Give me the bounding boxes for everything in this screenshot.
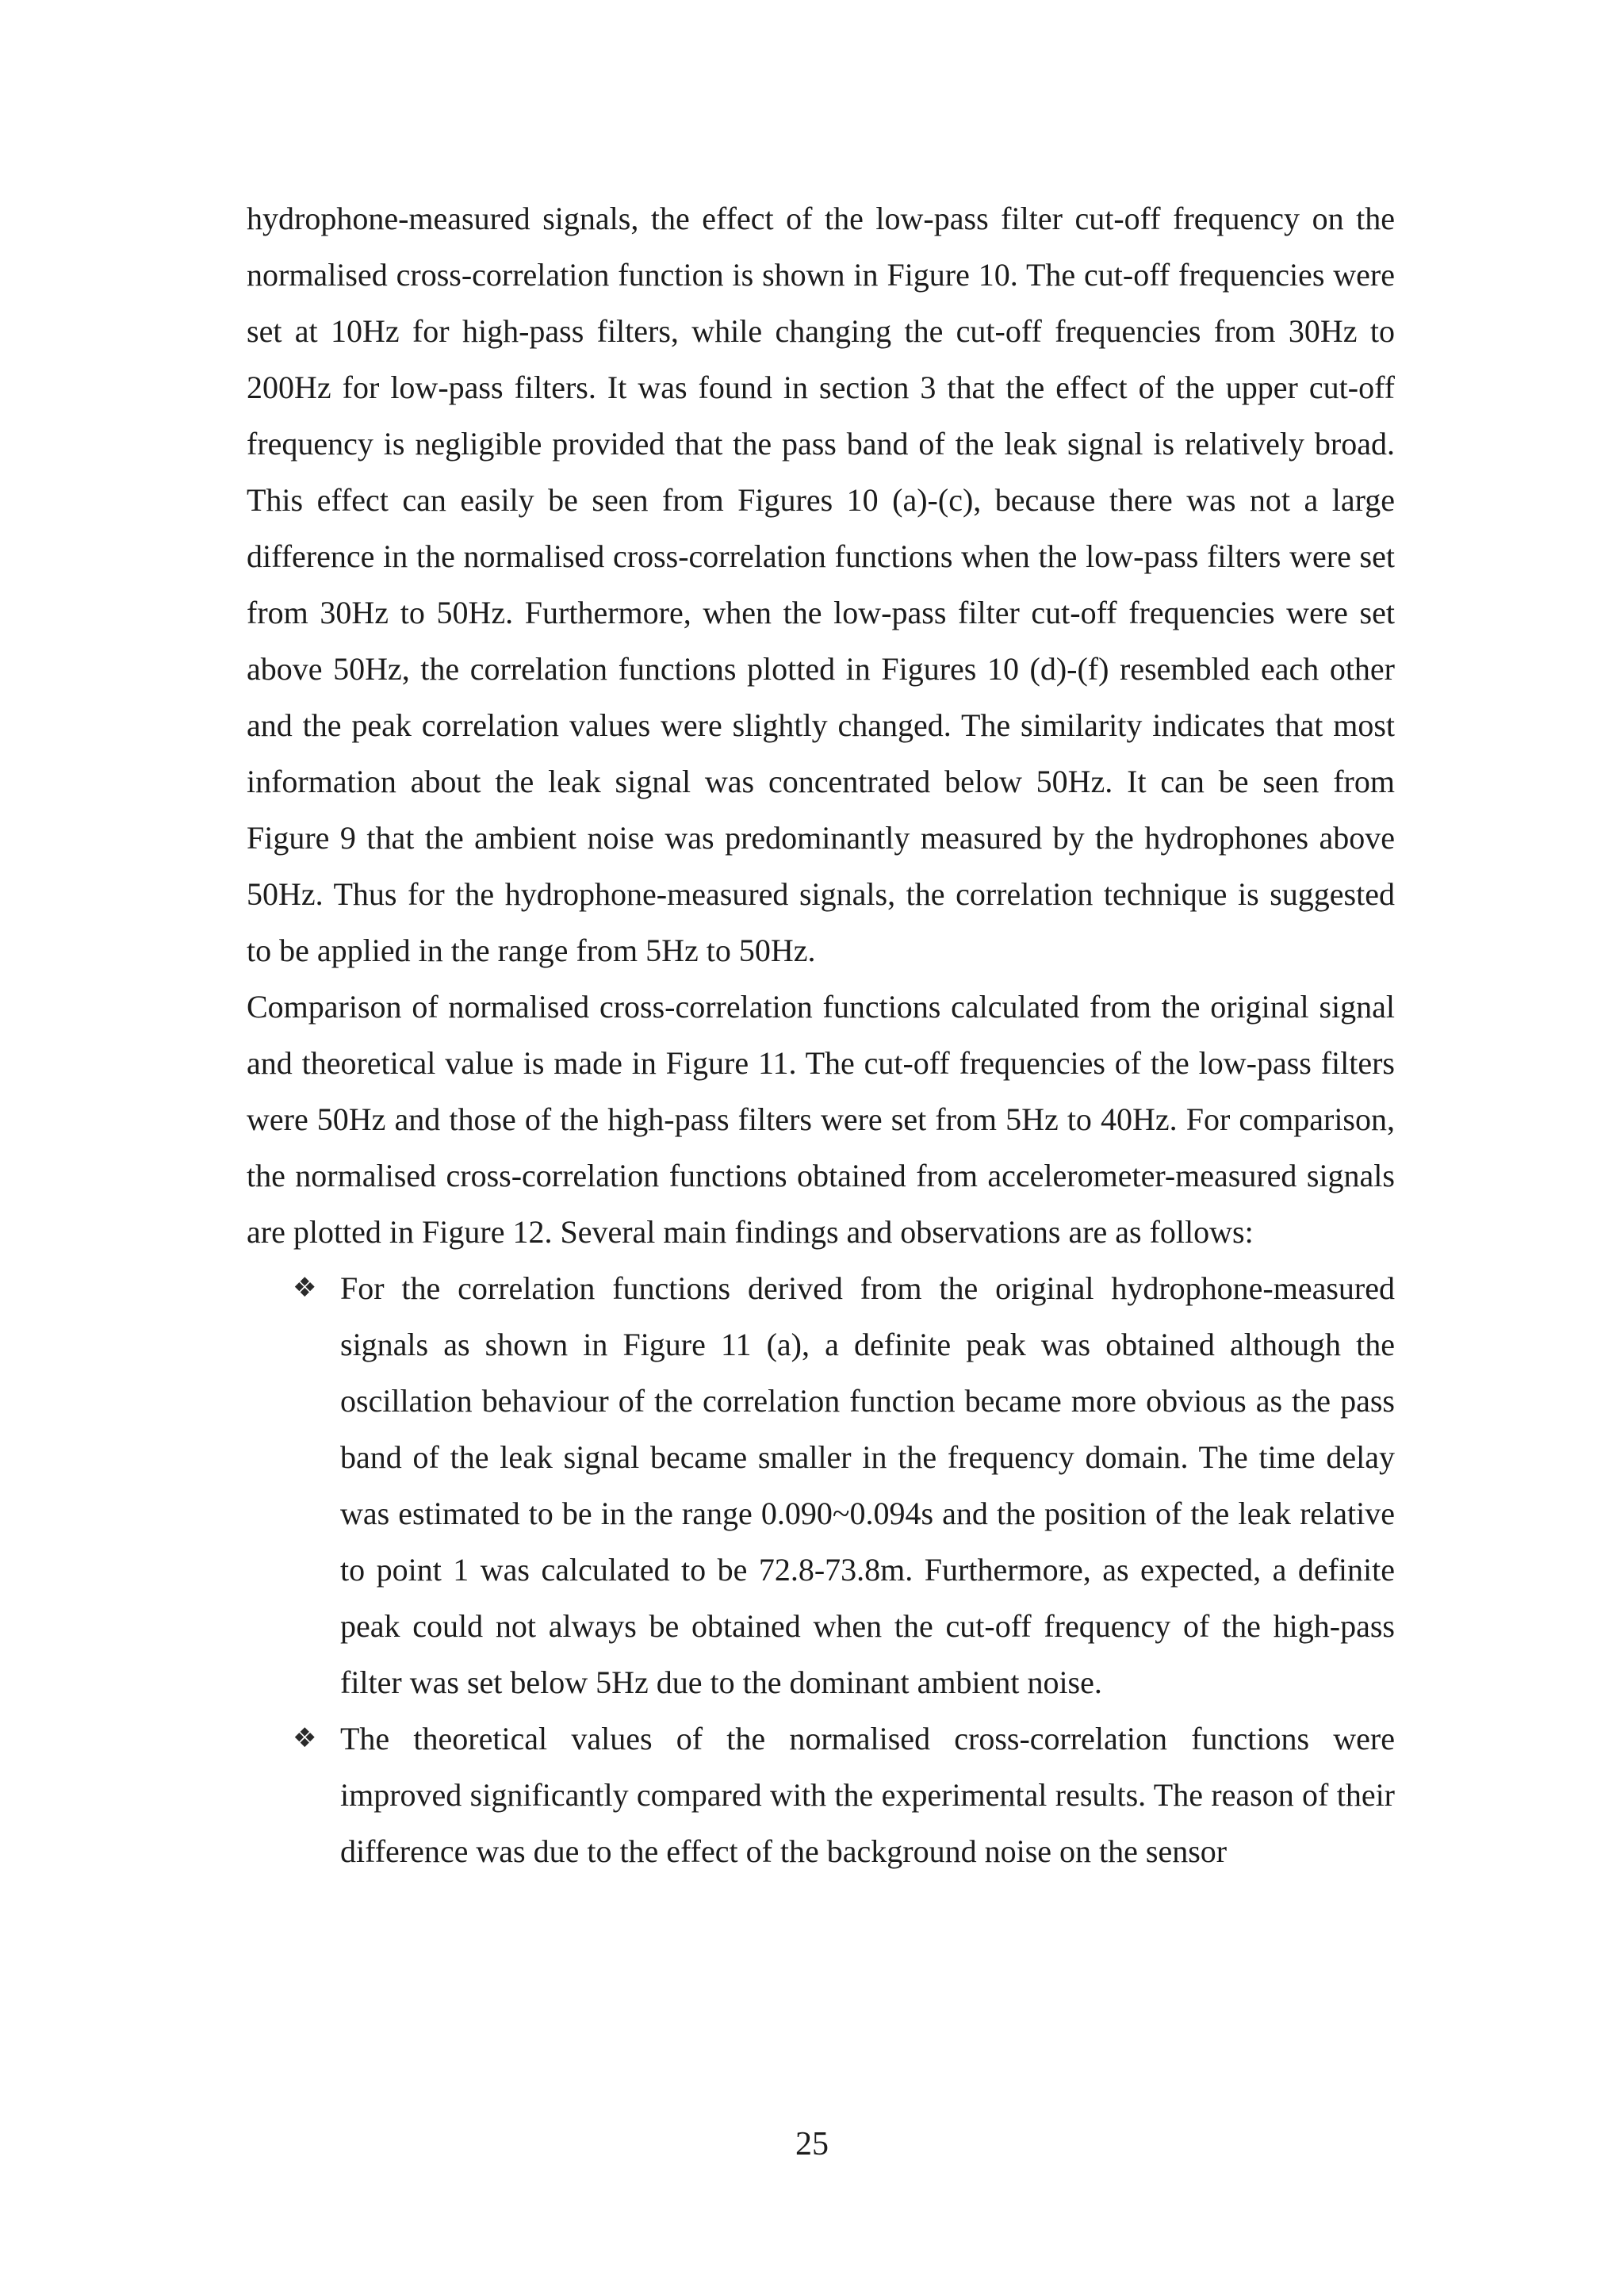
paragraph-1: hydrophone-measured signals, the effect of the low-pass filter cut-off frequency on the normalised cross-correlation function is shown in Figure 10. The cut-off frequencies were set at 10Hz for high-pass filters, while changing the cut-off frequencies from 30Hz to 200Hz for low-pass filters. It was found in section 3 that the effect of the upper cut-off frequency is negligible provided that the pass band of the leak signal is relatively broad. This effect can easily be seen from Figures 10 (a)-(c), because there was not a large difference in the normalised cross-correlation functions when the low-pass filters were set from 30Hz to 50Hz. Furthermore, when the low-pass filter cut-off frequencies were set above 50Hz, the correlation functions plotted in Figures 10 (d)-(f) resembled each other and the peak correlation values were slightly changed. The similarity indicates that most information about the leak signal was concentrated below 50Hz. It can be seen from Figure 9 that the ambient noise was predominantly measured by the hydrophones above 50Hz. Thus for the hydrophone-measured signals, the correlation technique is suggested to be applied in the range from 5Hz to 50Hz.	[247, 201, 1395, 968]
list-item-text: For the correlation functions derived from the original hydrophone-measured signals as shown in Figure 11 (a), a definite peak was obtained although the oscillation behaviour of the correlation function became more obvious as the pass band of the leak signal became smaller in the frequency domain. The time delay was estimated to be in the range 0.090~0.094s and the position of the leak relative to point 1 was calculated to be 72.8-73.8m. Furthermore, as expected, a definite peak could not always be obtained when the cut-off frequency of the high-pass filter was set below 5Hz due to the dominant ambient noise.	[340, 1270, 1395, 1700]
findings-list	[247, 1260, 1395, 1879]
diamond-bullet-icon: ❖	[293, 1722, 317, 1754]
page-number: 25	[795, 2126, 829, 2162]
list-item	[247, 1710, 1395, 1879]
body-text	[247, 190, 1395, 1879]
paragraph-2: Comparison of normalised cross-correlation functions calculated from the original signal and theoretical value is made in Figure 11. The cut-off frequencies of the low-pass filters were 50Hz and those of the high-pass filters were set from 5Hz to 40Hz. For comparison, the normalised cross-correlation functions obtained from accelerometer-measured signals are plotted in Figure 12. Several main findings and observations are as follows:	[247, 989, 1395, 1250]
list-item-text: The theoretical values of the normalised cross-correlation functions were improved significantly compared with the experimental results. The reason of their difference was due to the effect of the background noise on the sensor	[340, 1721, 1395, 1869]
list-item	[247, 1260, 1395, 1710]
diamond-bullet-icon: ❖	[293, 1272, 317, 1304]
